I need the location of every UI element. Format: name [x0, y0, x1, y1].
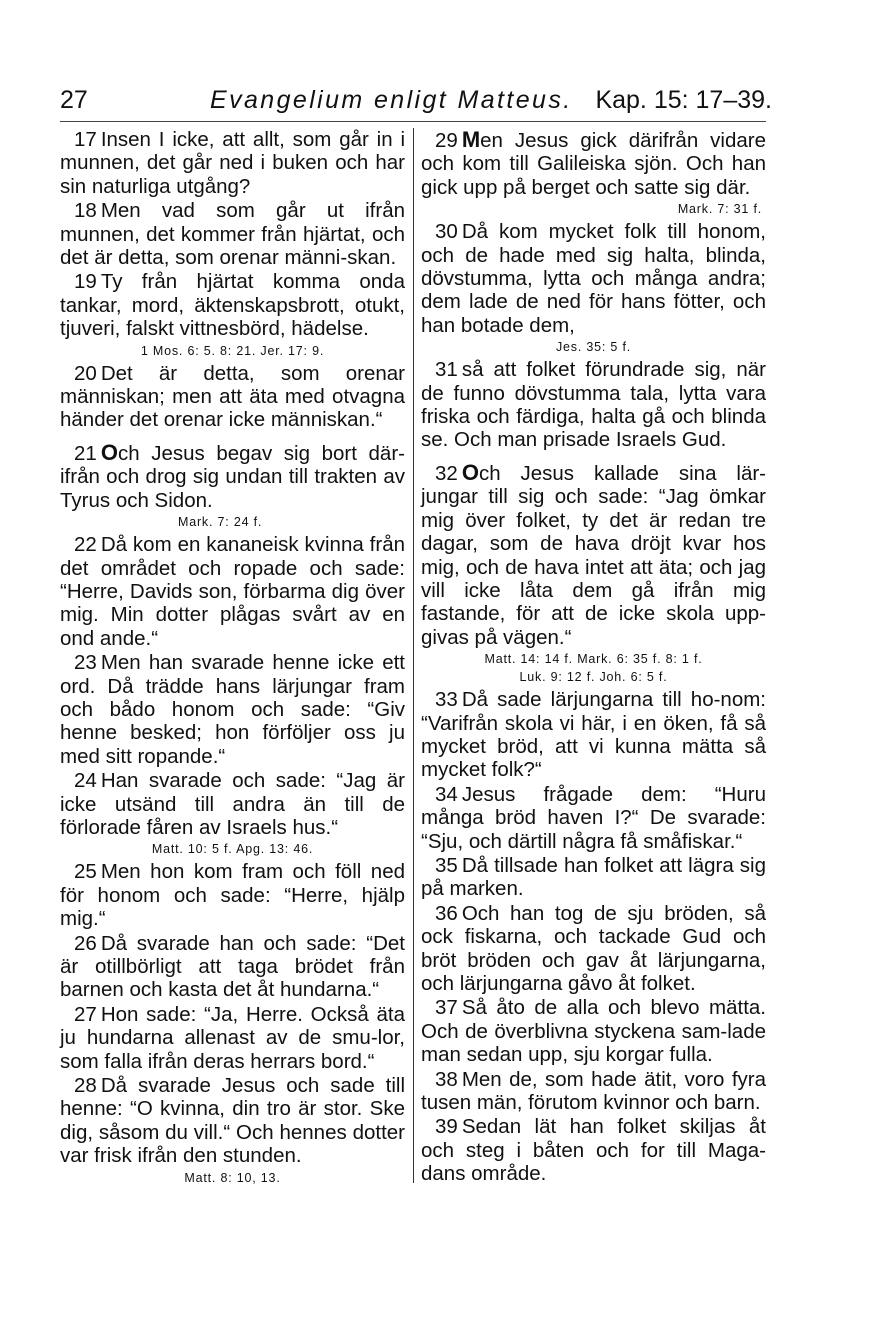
- verse-number: 31: [435, 358, 458, 382]
- left-column: [60, 128, 405, 1189]
- drop-initial: O: [461, 459, 479, 485]
- verse-number: 20: [74, 361, 97, 385]
- verse-24: [60, 769, 405, 839]
- verse-number: 19: [74, 270, 97, 294]
- verse-number: 39: [435, 1115, 458, 1139]
- verse-text: Då kom mycket folk till honom, och de hade med sig halta, blinda, dövstumma, lytta och många andra; dem lade de ned för hans fötter, och han botade dem,: [421, 220, 766, 337]
- right-column: [421, 128, 766, 1187]
- verse-number: 32: [435, 461, 458, 485]
- verse-number: 30: [435, 220, 458, 244]
- verse-number: 29: [435, 129, 458, 152]
- verse-text: Men han svarade henne icke ett ord. Då trädde hans lärjungar fram och bådo honom och sade: “Giv henne besked; hon förföljer oss ju med sitt ropande.“: [60, 651, 405, 768]
- verse-39: [421, 1115, 766, 1185]
- verse-20: [60, 362, 405, 432]
- verse-text: så att folket förundrade sig, när de funno dövstumma tala, lytta vara friska och färdiga, halta gå och blinda se. Och man prisade Israels Gud.: [421, 358, 766, 452]
- verse-32: [421, 461, 766, 649]
- verse-number: 28: [74, 1074, 97, 1098]
- verse-text: Då tillsade han folket att lägra sig på marken.: [421, 853, 766, 901]
- verse-23: [60, 651, 405, 768]
- verse-38: [421, 1068, 766, 1115]
- verse-number: 37: [435, 996, 458, 1020]
- verse-text: Och han tog de sju bröden, så ock fiskarna, och tackade Gud och bröt bröden och gav åt lärjungarna, och lärjungarna gåvo åt folket.: [421, 901, 766, 995]
- cross-reference: 1 Mos. 6: 5. 8: 21. Jer. 17: 9.: [140, 343, 325, 358]
- verse-text: Men vad som går ut ifrån munnen, det kommer från hjärtat, och det är detta, som orenar männi-skan.: [60, 199, 405, 270]
- verse-number: 24: [74, 769, 97, 793]
- cross-reference: Matt. 8: 10, 13.: [184, 1170, 281, 1185]
- verse-number: 33: [435, 688, 458, 712]
- verse-17: [60, 128, 405, 198]
- verse-text: Så åto de alla och blevo mätta. Och de överblivna styckena sam-lade man sedan upp, sju korgar fulla.: [421, 996, 766, 1067]
- verse-30: [421, 220, 766, 337]
- verse-text: Då kom en kananeisk kvinna från det området och ropade och sade: “Herre, Davids son, förbarma dig över mig. Min dotter plågas svårt av en ond ande.“: [60, 533, 405, 650]
- page-number: 27: [60, 86, 88, 114]
- verse-34: [421, 783, 766, 853]
- verse-number: 22: [74, 533, 97, 557]
- verse-21: [60, 441, 405, 512]
- verse-19: [60, 270, 405, 340]
- verse-number: 25: [74, 860, 97, 884]
- verse-25: [60, 860, 405, 930]
- verse-number: 34: [435, 782, 458, 806]
- verse-26: [60, 932, 405, 1002]
- verse-27: [60, 1003, 405, 1073]
- drop-initial: M: [461, 127, 481, 152]
- verse-22: [60, 533, 405, 650]
- verse-text: ch Jesus begav sig bort där-ifrån och drog sig undan till trakten av Tyrus och Sidon.: [60, 441, 405, 512]
- verse-31: [421, 358, 766, 452]
- cross-reference: Mark. 7: 31 f.: [677, 202, 762, 217]
- verse-36: [421, 902, 766, 996]
- verse-text: ch Jesus kallade sina lär-jungar till sig och sade: “Jag ömkar mig över folket, ty det är redan tre dagar, som de hava dröjt kvar hos mig, och de hava intet att äta; och jag vill icke låta dem gå ifrån mig fastande, för att de icke skola upp-givas på vägen.“: [421, 461, 766, 649]
- verse-number: 18: [74, 199, 97, 223]
- cross-reference: Matt. 10: 5 f. Apg. 13: 46.: [151, 842, 314, 857]
- verse-number: 38: [435, 1067, 458, 1091]
- verse-37: [421, 996, 766, 1066]
- verse-29: [421, 128, 766, 199]
- verse-text: Då svarade Jesus och sade till henne: “O kvinna, din tro är stor. Ske dig, såsom du vill.“ Och hennes dotter var frisk ifrån den stunden.: [60, 1074, 405, 1168]
- verse-text: Sedan lät han folket skiljas åt och steg i båten och for till Maga-dans område.: [421, 1115, 766, 1186]
- verse-number: 23: [74, 651, 97, 675]
- verse-18: [60, 199, 405, 269]
- verse-number: 21: [74, 441, 97, 465]
- cross-reference: Matt. 14: 14 f. Mark. 6: 35 f. 8: 1 f.: [484, 652, 703, 667]
- cross-reference: Mark. 7: 24 f.: [178, 515, 263, 530]
- chapter-reference: Kap. 15: 17–39.: [595, 86, 772, 114]
- verse-35: [421, 854, 766, 901]
- verse-number: 27: [74, 1002, 97, 1026]
- cross-reference: Jes. 35: 5 f.: [555, 340, 632, 355]
- verse-text: en Jesus gick därifrån vidare och kom till Galileiska sjön. Och han gick upp på berget och satte sig där.: [421, 129, 766, 199]
- verse-number: 36: [435, 901, 458, 925]
- running-title: Evangelium enligt Matteus.: [210, 86, 573, 114]
- verse-text: Då svarade han och sade: “Det är otillbörligt att taga brödet från barnen och kasta det åt hundarna.“: [60, 931, 405, 1002]
- cross-reference: Luk. 9: 12 f. Joh. 6: 5 f.: [519, 670, 668, 685]
- header-rule: [60, 121, 766, 122]
- verse-text: Det är detta, som orenar människan; men att äta med otvagna händer det orenar icke människan.“: [60, 361, 405, 432]
- verse-number: 26: [74, 931, 97, 955]
- verse-text: Jesus frågade dem: “Huru många bröd haven I?“ De svarade: “Sju, och därtill några få småfiskar.“: [421, 782, 766, 853]
- page-header: [60, 86, 772, 120]
- verse-text: Men de, som hade ätit, voro fyra tusen män, förutom kvinnor och barn.: [421, 1067, 766, 1115]
- verse-text: Då sade lärjungarna till ho-nom: “Varifrån skola vi här, i en öken, få så mycket bröd, att vi kunna mätta så mycket folk?“: [421, 688, 766, 782]
- verse-number: 35: [435, 853, 458, 877]
- verse-text: Han svarade och sade: “Jag är icke utsänd till andra än till de förlorade fåren av Israels hus.“: [60, 769, 405, 839]
- column-divider: [413, 128, 414, 1183]
- verse-text: Insen I icke, att allt, som går in i munnen, det går ned i buken och har sin naturliga utgång?: [60, 128, 405, 198]
- verse-text: Ty från hjärtat komma onda tankar, mord, äktenskapsbrott, otukt, tjuveri, falskt vittnesbörd, hädelse.: [60, 270, 405, 341]
- drop-initial: O: [100, 439, 118, 465]
- verse-number: 17: [74, 128, 97, 151]
- verse-33: [421, 688, 766, 782]
- verse-28: [60, 1074, 405, 1168]
- verse-text: Hon sade: “Ja, Herre. Också äta ju hundarna allenast av de smu-lor, som falla ifrån deras herrars bord.“: [60, 1002, 405, 1073]
- verse-text: Men hon kom fram och föll ned för honom och sade: “Herre, hjälp mig.“: [60, 860, 405, 931]
